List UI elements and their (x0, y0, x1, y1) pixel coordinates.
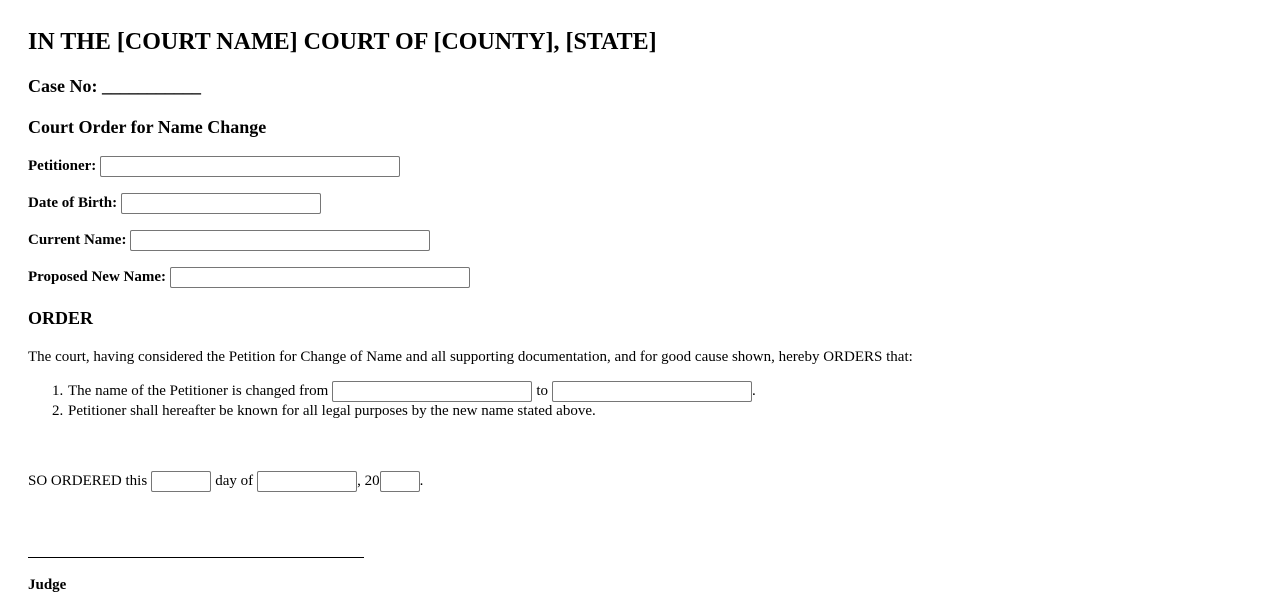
date-of-birth-label: Date of Birth: (28, 194, 118, 211)
petitioner-input[interactable] (100, 156, 400, 177)
so-ordered-prefix: SO ORDERED this (28, 472, 148, 489)
proposed-new-name-label: Proposed New Name: (28, 268, 167, 285)
order-item-2-text: Petitioner shall hereafter be known for all legal purposes by the new name stated above. (68, 402, 596, 419)
court-order-document (28, 0, 1258, 601)
court-title: IN THE [COURT NAME] COURT OF [COUNTY], [STATE] (28, 29, 657, 55)
order-heading: ORDER (28, 308, 94, 328)
order-list (52, 381, 756, 421)
order-item-1-period: . (752, 382, 756, 399)
new-name-input[interactable] (552, 381, 752, 402)
current-name-row (28, 229, 430, 251)
so-ordered-day-of: day of (215, 472, 254, 489)
order-month-input[interactable] (257, 471, 357, 492)
order-item-1-number: 1. (52, 382, 64, 399)
order-item-1-connector: to (536, 382, 549, 399)
order-year-input[interactable] (380, 471, 420, 492)
judge-label: Judge (28, 577, 67, 593)
so-ordered-century: , 20 (357, 472, 380, 489)
petitioner-row (28, 155, 400, 177)
order-item-1 (52, 381, 756, 401)
so-ordered-period: . (419, 472, 424, 489)
document-title: Court Order for Name Change (28, 117, 267, 137)
order-item-2 (52, 401, 756, 421)
order-item-2-number: 2. (52, 402, 64, 419)
case-number: Case No: ___________ (28, 76, 201, 96)
order-item-1-text: The name of the Petitioner is changed from (68, 382, 329, 399)
current-name-label: Current Name: (28, 231, 127, 248)
proposed-new-name-input[interactable] (170, 267, 470, 288)
petitioner-label: Petitioner: (28, 157, 97, 174)
date-of-birth-input[interactable] (121, 193, 321, 214)
so-ordered-line (28, 470, 423, 492)
current-name-input[interactable] (130, 230, 430, 251)
date-of-birth-row (28, 192, 321, 214)
judge-signature-line (28, 557, 364, 558)
order-day-input[interactable] (151, 471, 211, 492)
order-intro-text: The court, having considered the Petition for Change of Name and all supporting documentation, and for good cause shown, hereby ORDERS that: (28, 349, 913, 365)
former-name-input[interactable] (332, 381, 532, 402)
proposed-new-name-row (28, 266, 470, 288)
